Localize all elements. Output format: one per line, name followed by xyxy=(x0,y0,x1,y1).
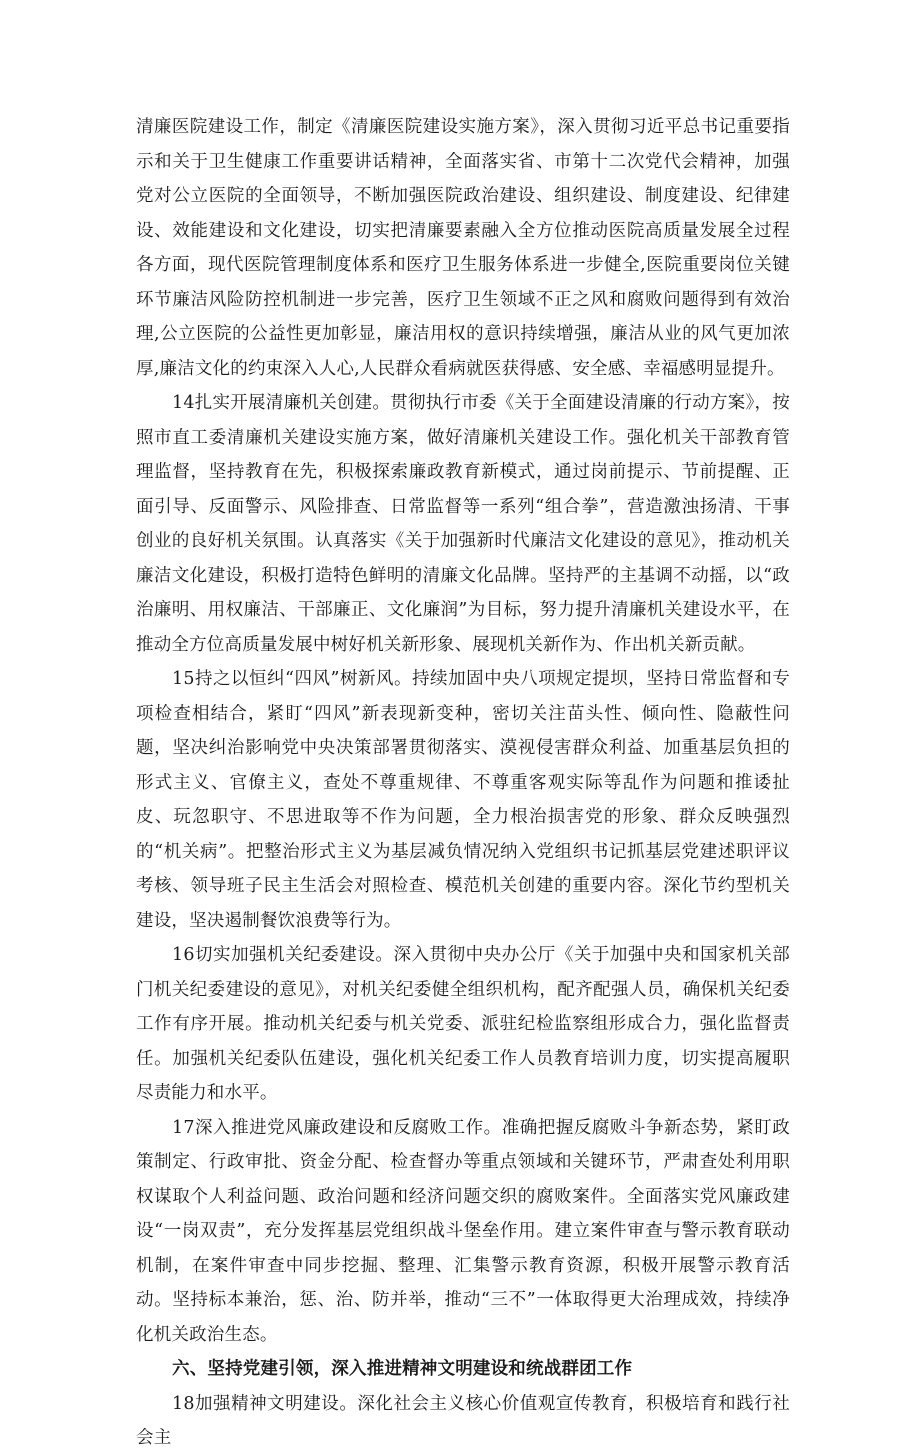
paragraph-17: 17深入推进党风廉政建设和反腐败工作。准确把握反腐败斗争新态势，紧盯政策制定、行政审批、资金分配、检查督办等重点领域和关键环节，严肃查处利用职权谋取个人利益问题、政治问题和经济问题交织的腐败案件。全面落实党风廉政建设“一岗双责”，充分发挥基层党组织战斗堡垒作用。建立案件审查与警示教育联动机制，在案件审查中同步挖掘、整理、汇集警示教育资源，积极开展警示教育活动。坚持标本兼治，惩、治、防并举，推动“三不”一体取得更大治理成效，持续净化机关政治生态。 xyxy=(136,1117,790,1345)
paragraph-continuation: 清廉医院建设工作，制定《清廉医院建设实施方案》，深入贯彻习近平总书记重要指示和关于卫生健康工作重要讲话精神，全面落实省、市第十二次党代会精神，加强党对公立医院的全面领导，不断加强医院政治建设、组织建设、制度建设、纪律建设、效能建设和文化建设，切实把清廉要素融入全方位推动医院高质量发展全过程各方面，现代医院管理制度体系和医疗卫生服务体系进一步健全,医院重要岗位关键环节廉洁风险防控机制进一步完善，医疗卫生领域不正之风和腐败问题得到有效治理,公立医院的公益性更加彰显，廉洁用权的意识持续增强，廉洁从业的风气更加浓厚,廉洁文化的约束深入人心,人民群众看病就医获得感、安全感、幸福感明显提升。 xyxy=(136,117,790,379)
paragraph-18: 18加强精神文明建设。深化社会主义核心价值观宣传教育，积极培育和践行社会主 xyxy=(136,1393,790,1448)
paragraph-16: 16切实加强机关纪委建设。深入贯彻中央办公厅《关于加强中央和国家机关部门机关纪委建设的意见》，对机关纪委健全组织机构，配齐配强人员，确保机关纪委工作有序开展。推动机关纪委与机关党委、派驻纪检监察组形成合力，强化监督责任。加强机关纪委队伍建设，强化机关纪委工作人员教育培训力度，切实提高履职尽责能力和水平。 xyxy=(136,945,790,1103)
section-heading-6: 六、坚持党建引领，深入推进精神文明建设和统战群团工作 xyxy=(172,1359,633,1379)
document-body xyxy=(136,110,790,1456)
paragraph-14: 14扎实开展清廉机关创建。贯彻执行市委《关于全面建设清廉的行动方案》，按照市直工委清廉机关建设实施方案，做好清廉机关建设工作。强化机关干部教育管理监督，坚持教育在先，积极探索廉政教育新模式，通过岗前提示、节前提醒、正面引导、反面警示、风险排查、日常监督等一系列“组合拳”，营造激浊扬清、干事创业的良好机关氛围。认真落实《关于加强新时代廉洁文化建设的意见》，推动机关廉洁文化建设，积极打造特色鲜明的清廉文化品牌。坚持严的主基调不动摇，以“政治廉明、用权廉洁、干部廉正、文化廉润”为目标，努力提升清廉机关建设水平，在推动全方位高质量发展中树好机关新形象、展现机关新作为、作出机关新贡献。 xyxy=(136,393,790,655)
paragraph-15: 15持之以恒纠“四风”树新风。持续加固中央八项规定提坝，坚持日常监督和专项检查相结合，紧盯“四风”新表现新变种，密切关注苗头性、倾向性、隐蔽性问题，坚决纠治影响党中央决策部署贯彻落实、漠视侵害群众利益、加重基层负担的形式主义、官僚主义，查处不尊重规律、不尊重客观实际等乱作为问题和推诿扯皮、玩忽职守、不思进取等不作为问题，全力根治损害党的形象、群众反映强烈的“机关病”。把整治形式主义为基层减负情况纳入党组织书记抓基层党建述职评议考核、领导班子民主生活会对照检查、模范机关创建的重要内容。深化节约型机关建设，坚决遏制餐饮浪费等行为。 xyxy=(136,669,790,931)
